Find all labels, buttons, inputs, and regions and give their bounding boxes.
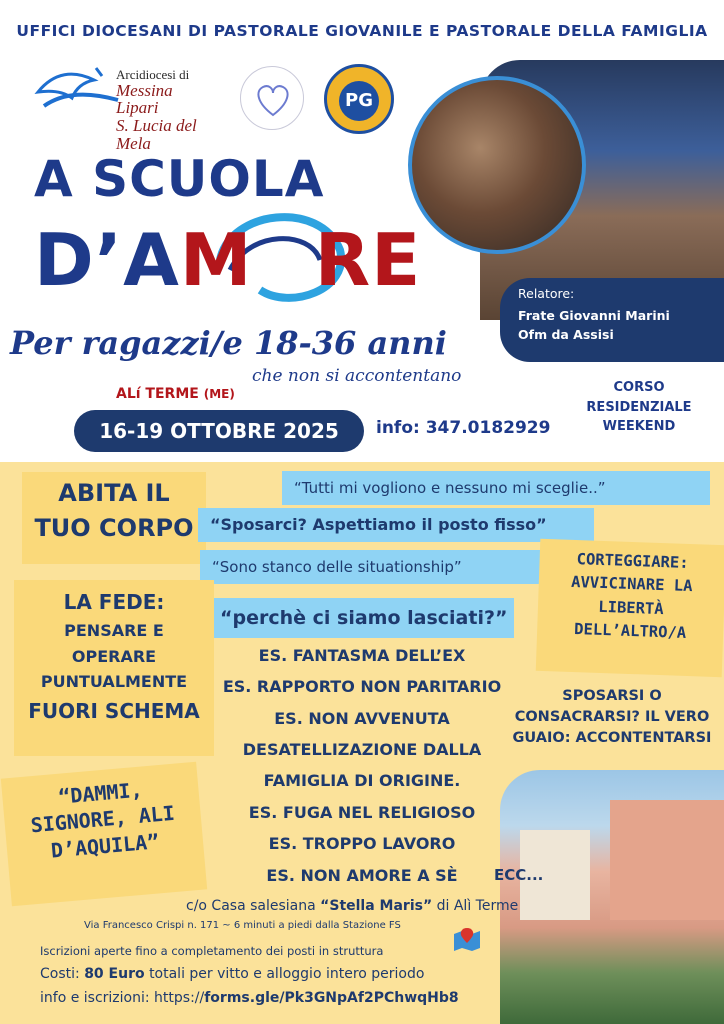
abita-line2: TUO CORPO xyxy=(34,513,194,542)
speaker-box xyxy=(500,278,724,362)
fede-line1: LA FEDE: xyxy=(63,590,165,614)
costs-prefix: Costi: xyxy=(40,966,80,982)
fede-box xyxy=(14,580,214,756)
course-line2: RESIDENZIALE xyxy=(586,399,692,415)
sposarsi-line3: GUAIO: ACCONTENTARSI xyxy=(512,730,712,747)
venue-prefix: c/o Casa salesiana xyxy=(186,898,316,914)
venue-photo xyxy=(500,770,724,1024)
place xyxy=(116,386,235,402)
corteggiare-line3: LIBERTÀ xyxy=(598,597,664,618)
title-line2 xyxy=(34,218,421,302)
quote-3: “Sono stanco delle situationship” xyxy=(200,550,540,584)
venue-line xyxy=(186,898,518,914)
corteggiare-line1: CORTEGGIARE: xyxy=(576,550,689,572)
dammi-box xyxy=(1,762,207,907)
info-phone: info: 347.0182929 xyxy=(376,418,551,438)
costs-amount: 80 Euro xyxy=(84,966,145,982)
quote-4: “perchè ci siamo lasciati?” xyxy=(208,598,514,638)
family-pastoral-logo xyxy=(240,66,304,130)
title-re: RE xyxy=(314,218,422,302)
example-item: ES. NON AVVENUTA xyxy=(274,708,450,728)
dammi-line2: SIGNORE, ALI xyxy=(29,801,176,838)
example-item: ES. FANTASMA DELL’EX xyxy=(258,646,466,665)
sposarsi-line1: SPOSARSI O xyxy=(562,688,662,704)
sposarsi-line2: CONSACRARSI? IL VERO xyxy=(514,709,710,726)
example-item: ES. NON AMORE A SÈ xyxy=(266,865,458,885)
course-line3: WEEKEND xyxy=(602,419,676,434)
quote-2: “Sposarci? Aspettiamo il posto fisso” xyxy=(198,508,594,542)
fede-line5: FUORI SCHEMA xyxy=(28,698,200,723)
abita-box xyxy=(22,472,206,564)
building-pink xyxy=(610,800,724,920)
fede-line2: PENSARE E xyxy=(64,621,164,640)
diocese-messina: Messina xyxy=(116,80,173,100)
course-type xyxy=(574,378,704,437)
corteggiare-line2: AVVICINARE LA xyxy=(570,573,693,596)
examples-list xyxy=(206,640,518,891)
pg-badge: PG xyxy=(339,81,379,121)
example-item: ES. RAPPORTO NON PARITARIO xyxy=(222,677,502,697)
dammi-line1: “DAMMI, xyxy=(57,777,144,809)
registration-note: Iscrizioni aperte fino a completamento dei posti in struttura xyxy=(40,944,384,958)
subtitle-secondary: che non si accontentano xyxy=(252,366,462,386)
venue-suffix: di Alì Terme xyxy=(436,898,519,914)
date-badge: 16-19 OTTOBRE 2025 xyxy=(74,410,364,452)
diocese-label: Arcidiocesi di xyxy=(116,67,190,82)
ecc-text: ECC... xyxy=(494,866,544,884)
costs xyxy=(40,966,424,982)
example-item: ES. TROPPO LAVORO xyxy=(268,834,456,854)
quote-1: “Tutti mi vogliono e nessuno mi sceglie..” xyxy=(282,471,710,505)
map-pin-icon xyxy=(452,926,482,952)
title-m: M xyxy=(179,218,253,302)
link-url[interactable]: forms.gle/Pk3GNpAf2PChwqHb8 xyxy=(204,990,459,1006)
example-item: FAMIGLIA DI ORIGINE. xyxy=(263,771,461,791)
title-line1: A SCUOLA xyxy=(34,150,325,208)
dammi-line3: D’AQUILA” xyxy=(49,829,161,863)
example-item: DESATELLIZAZIONE DALLA xyxy=(242,740,482,760)
link-prefix: info e iscrizioni: https:// xyxy=(40,990,205,1006)
sposarsi-text xyxy=(500,686,724,749)
fede-line3: OPERARE xyxy=(71,646,157,666)
speaker-name: Frate Giovanni Marini xyxy=(518,308,670,323)
speaker-photo xyxy=(408,76,586,254)
title-d: D’A xyxy=(34,218,180,302)
youth-pastoral-logo xyxy=(324,64,394,134)
fede-line4: PUNTUALMENTE xyxy=(40,672,188,692)
venue-name: “Stella Maris” xyxy=(320,898,433,914)
place-province: (ME) xyxy=(203,387,235,401)
heart-icon xyxy=(241,67,305,131)
header-title: UFFICI DIOCESANI DI PASTORALE GIOVANILE E PASTORALE DELLA FAMIGLIA xyxy=(16,22,708,40)
speaker-order: Ofm da Assisi xyxy=(518,326,614,342)
registration-link[interactable] xyxy=(40,990,459,1006)
diocese-logo xyxy=(34,62,234,154)
diocese-lucia: S. Lucia del Mela xyxy=(116,116,197,154)
address: Via Francesco Crispi n. 171 ~ 6 minuti a piedi dalla Stazione FS xyxy=(84,920,401,931)
title-o xyxy=(253,218,315,302)
costs-suffix: totali per vitto e alloggio intero periodo xyxy=(149,966,425,982)
course-line1: CORSO xyxy=(613,380,665,395)
diocese-lipari: Lipari xyxy=(116,98,159,118)
abita-line1: ABITA IL xyxy=(58,479,170,507)
place-name: ALí TERME xyxy=(116,386,199,402)
corteggiare-line4: DELL’ALTRO/A xyxy=(573,619,687,642)
corteggiare-box xyxy=(536,539,724,677)
example-item: ES. FUGA NEL RELIGIOSO xyxy=(248,802,476,822)
subtitle-main: Per ragazzi/e 18-36 anni xyxy=(10,324,447,362)
dove-icon xyxy=(34,62,124,122)
speaker-label: Relatore: xyxy=(518,286,575,301)
